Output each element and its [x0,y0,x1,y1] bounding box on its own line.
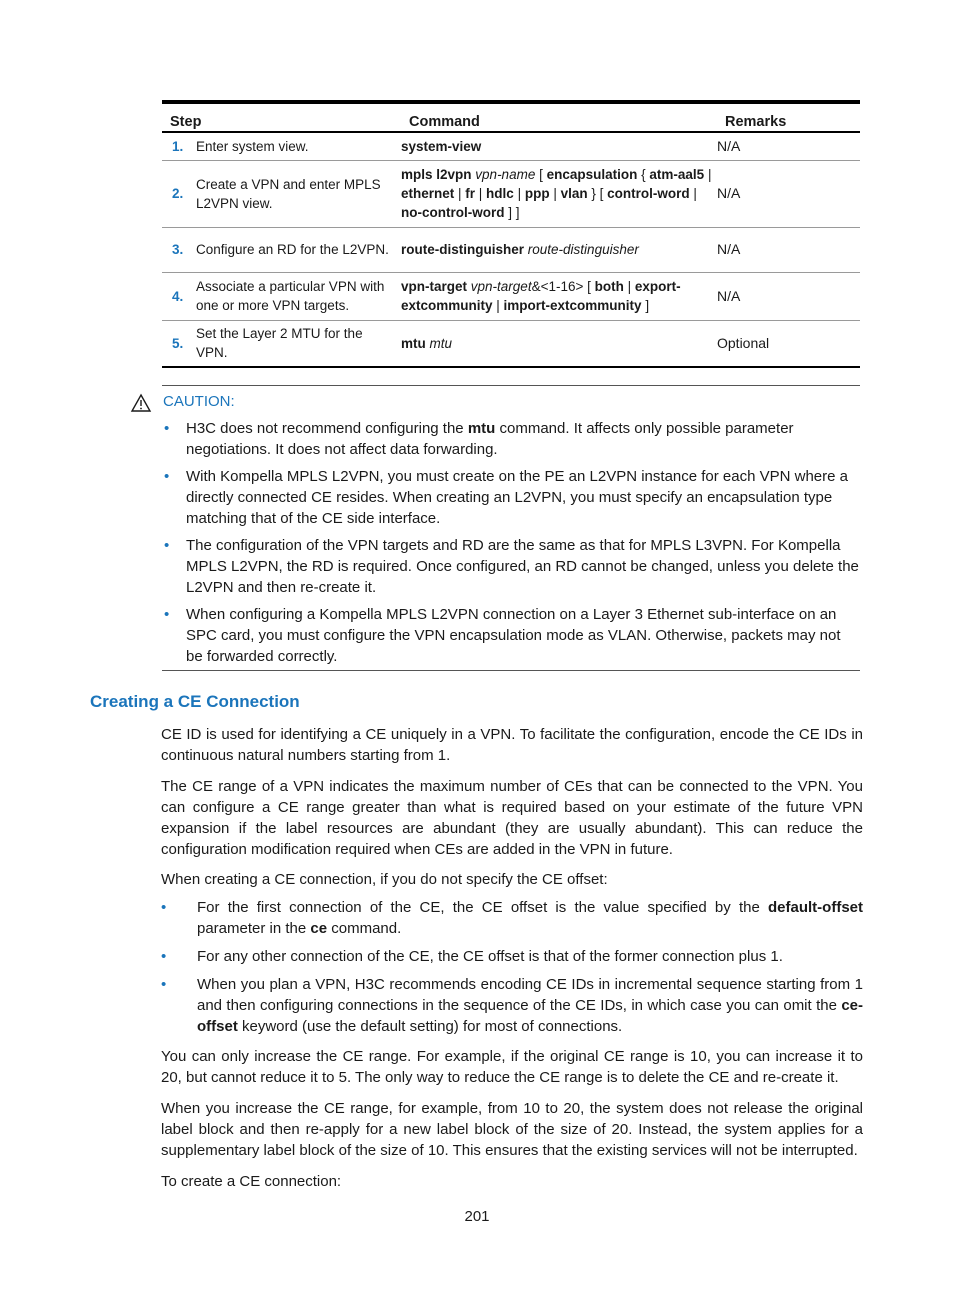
command-run: route-distinguisher [527,242,639,257]
command-run: mtu [401,335,426,351]
command-table [162,100,860,368]
step-number: 5. [162,320,196,367]
command-run: | [475,186,487,201]
command-run: hdlc [486,186,514,201]
list-text-run: When you plan a VPN, H3C recommends encoding CE IDs in incremental sequence starting from 1 and then configuring connections in the sequence of the CE IDs, in which case you can omit the [197,976,863,1014]
step-remarks: N/A [717,160,860,227]
ce-offset-list [161,897,863,1044]
caution-item [162,535,860,598]
bullet-icon: • [161,899,167,916]
caution-text-run: With Kompella MPLS L2VPN, you must create on the PE an L2VPN instance for each VPN where a directly connected CE resides. When creating an L2VPN, you must specify an encapsulation type matching that of the CE side interface. [186,468,848,527]
command-run: system-view [401,138,482,154]
step-description: Enter system view. [196,132,401,160]
command-run: vpn-target [470,279,532,294]
paragraph-to-create: To create a CE connection: [161,1173,342,1190]
command-run: | [549,186,561,201]
paragraph-ce-range: The CE range of a VPN indicates the maximum number of CEs that can be connected to the VPN. You can configure a CE range greater than what is required based on your estimate of the future VPN expansion if the label resources are abundant (they are usually abundant). This can reduce the configuration modification required when CEs are added in the VPN in future. [161,778,863,858]
command-run: encapsulation [546,167,638,182]
command-run: mpls l2vpn [401,167,472,182]
bullet-icon: • [164,468,170,485]
bullet-icon: • [164,537,170,554]
step-command [401,132,717,160]
caution-text-run: H3C does not recommend configuring the [186,420,468,437]
caution-text-run: command. It affects only possible parameter negotiations. It does not affect data forwarding. [186,420,794,458]
caution-item [162,418,860,460]
table-row [162,272,860,320]
caution-top-rule [162,385,860,386]
command-run: &<1-16> [ [531,279,595,294]
command-run: | [454,186,466,201]
list-text-run: default-offset [768,899,863,916]
command-run: } [ [587,186,608,201]
table-row [162,227,860,272]
list-text-run: For the first connection of the CE, the CE offset is the value specified by the [197,899,768,916]
command-run: no-control-word [401,205,505,220]
command-run: vpn-target [401,279,468,294]
bullet-icon: • [164,606,170,623]
command-run: import-extcommunity [503,298,642,313]
step-description: Configure an RD for the L2VPN. [196,227,401,272]
list-text-run: ce-offset [197,997,863,1035]
command-run: vlan [560,186,588,201]
paragraph-ce-id: CE ID is used for identifying a CE uniquely in a VPN. To facilitate the configuration, encode the CE IDs in continuous natural numbers starting from 1. [161,726,863,764]
step-description: Associate a particular VPN with one or more VPN targets. [196,272,401,320]
caution-item [162,604,860,667]
command-run: | [689,186,697,201]
command-run: mtu [429,335,453,351]
caution-item [162,466,860,529]
command-run: vpn-name [475,167,536,182]
bullet-icon: • [164,420,170,437]
table-row [162,320,860,367]
list-item [161,946,863,967]
list-text-run: command. [327,920,402,937]
command-run: ] [641,298,650,313]
list-item [161,897,863,939]
step-command [401,272,717,320]
caution-text-run: mtu [467,420,496,437]
table-header-row [162,102,860,132]
step-number: 1. [162,132,196,160]
step-remarks: N/A [717,132,860,160]
step-command [401,227,717,272]
list-text-run: ce [310,920,328,937]
caution-title: CAUTION: [163,393,235,410]
command-run: export-extcommunity [401,279,681,313]
bullet-icon: • [161,948,167,965]
paragraph-increase-range: You can only increase the CE range. For example, if the original CE range is 10, you can increase it to 20, but cannot reduce it to 5. The only way to reduce the CE range is to delete the CE and re-create it. [161,1048,863,1086]
header-step: Step [162,102,401,132]
section-title: Creating a CE Connection [90,692,300,711]
command-run: atm-aal5 [649,167,705,182]
table-row [162,132,860,160]
caution-triangle-icon [130,393,152,413]
caution-list [162,418,860,673]
step-number: 3. [162,227,196,272]
page-number: 201 [464,1208,490,1225]
command-run: [ [535,167,547,182]
command-run: ] ] [504,205,520,220]
caution-text-run: The configuration of the VPN targets and RD are the same as that for MPLS L3VPN. For Kompella MPLS L2VPN, the RD is required. Once configured, an RD cannot be changed, unless you delete the L2VPN and then re-create it. [186,537,859,596]
list-item [161,974,863,1037]
step-number: 2. [162,160,196,227]
header-remarks: Remarks [717,102,860,132]
list-text-run: For any other connection of the CE, the CE offset is that of the former connection plus 1. [197,948,783,965]
step-command [401,320,717,367]
list-text-run: parameter in the [197,920,311,937]
command-run: | [492,298,504,313]
step-description: Create a VPN and enter MPLS L2VPN view. [196,160,401,227]
table-row [162,160,860,227]
command-run: { [637,167,650,182]
command-run: | [704,167,712,182]
command-run: both [594,279,624,294]
command-run: route-distinguisher [401,242,525,257]
command-run: ppp [524,186,550,201]
caution-bottom-rule [162,670,860,671]
list-text-run: keyword (use the default setting) for most of connections. [237,1018,623,1035]
bullet-icon: • [161,976,167,993]
step-remarks: Optional [717,320,860,367]
step-description: Set the Layer 2 MTU for the VPN. [196,320,401,367]
paragraph-label-block: When you increase the CE range, for example, from 10 to 20, the system does not release the original label block and then re-apply for a new label block of the size of 20. Instead, the system applies for a supplementary label block of the size of 10. This ensures that the existing services will not be interrupted. [161,1100,863,1159]
command-run: | [513,186,525,201]
paragraph-ce-offset-intro: When creating a CE connection, if you do not specify the CE offset: [161,871,608,888]
command-run: fr [465,186,476,201]
step-command [401,160,717,227]
step-remarks: N/A [717,227,860,272]
command-run: ethernet [401,186,455,201]
step-number: 4. [162,272,196,320]
header-command: Command [401,102,717,132]
command-run: | [623,279,635,294]
step-remarks: N/A [717,272,860,320]
command-run: control-word [607,186,690,201]
caution-text-run: When configuring a Kompella MPLS L2VPN connection on a Layer 3 Ethernet sub-interface on an SPC card, you must configure the VPN encapsulation mode as VLAN. Otherwise, packets may not be forwarded correctly. [186,606,841,665]
